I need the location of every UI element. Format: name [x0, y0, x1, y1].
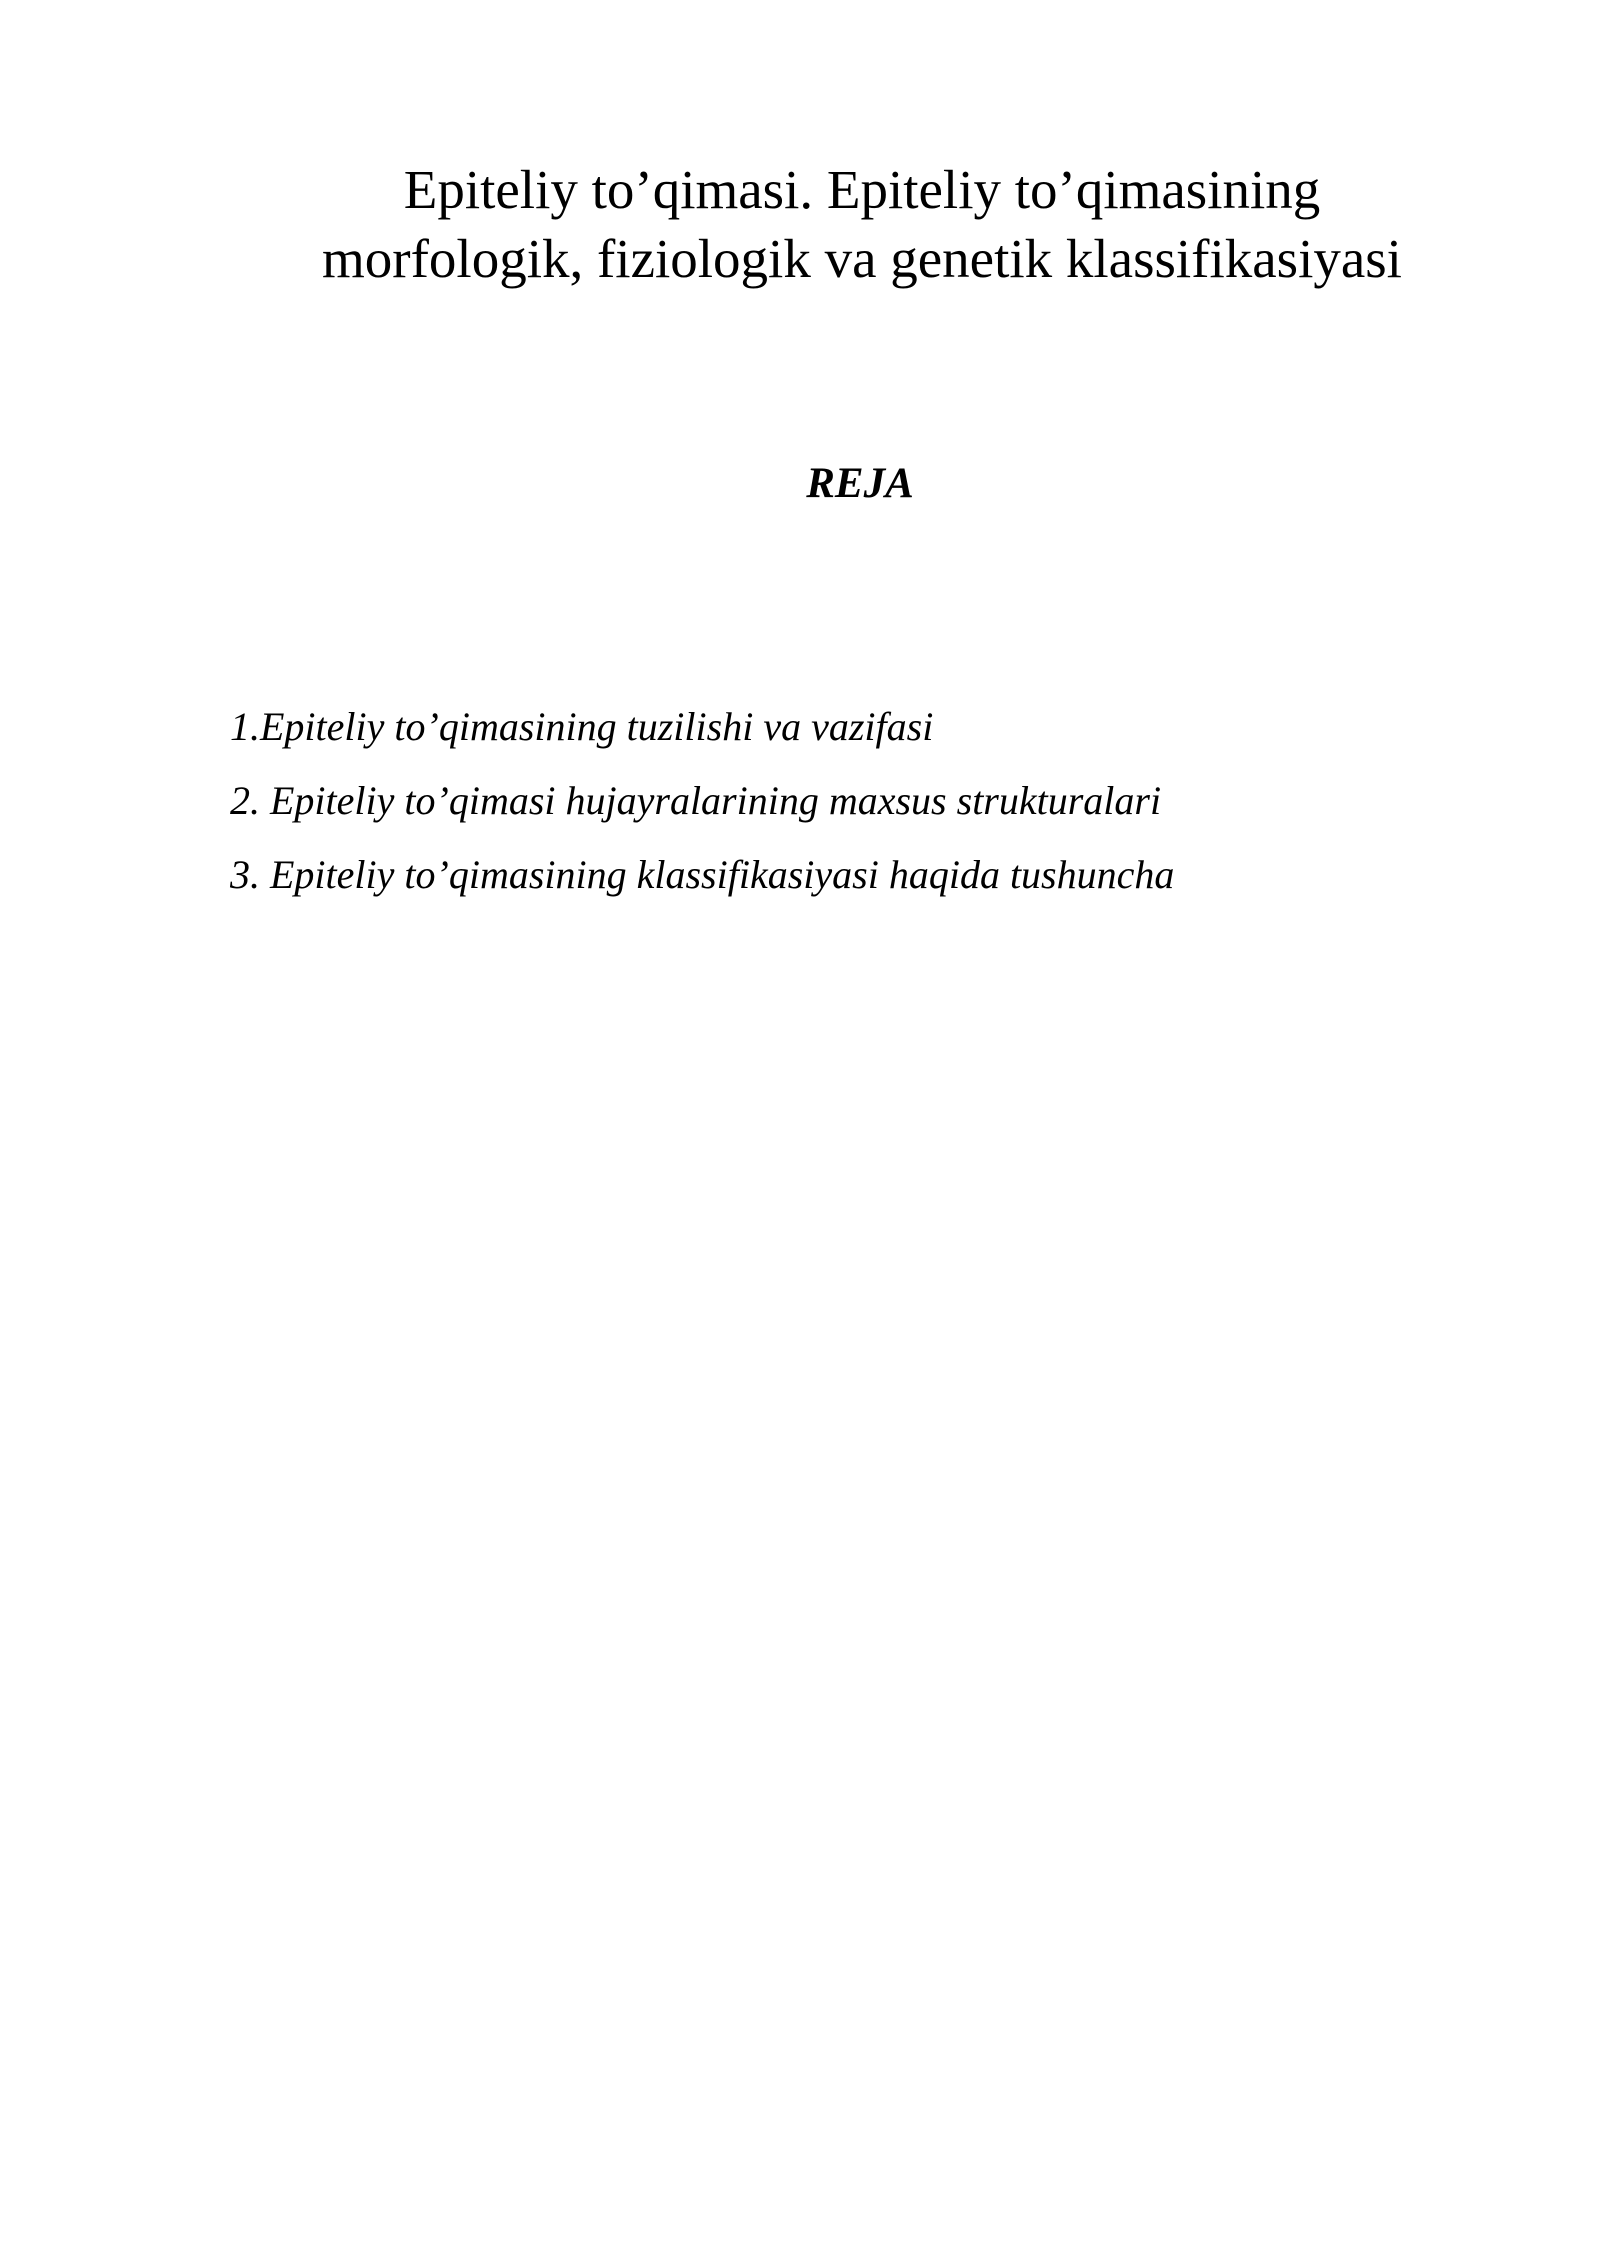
document-title-line-1: Epiteliy to’qimasi. Epiteliy to’qimasining	[403, 159, 1321, 220]
plan-list	[230, 690, 1174, 912]
plan-item-1: 1.Epiteliy to’qimasining tuzilishi va vazifasi	[230, 704, 934, 749]
document-title-line-2: morfologik, fiziologik va genetik klassifikasiyasi	[322, 228, 1402, 289]
plan-item-2: 2. Epiteliy to’qimasi hujayralarining maxsus strukturalari	[230, 778, 1162, 823]
plan-item-3: 3. Epiteliy to’qimasining klassifikasiyasi haqida tushuncha	[230, 852, 1175, 897]
document-title	[0, 155, 1600, 293]
plan-heading: REJA	[806, 460, 914, 507]
